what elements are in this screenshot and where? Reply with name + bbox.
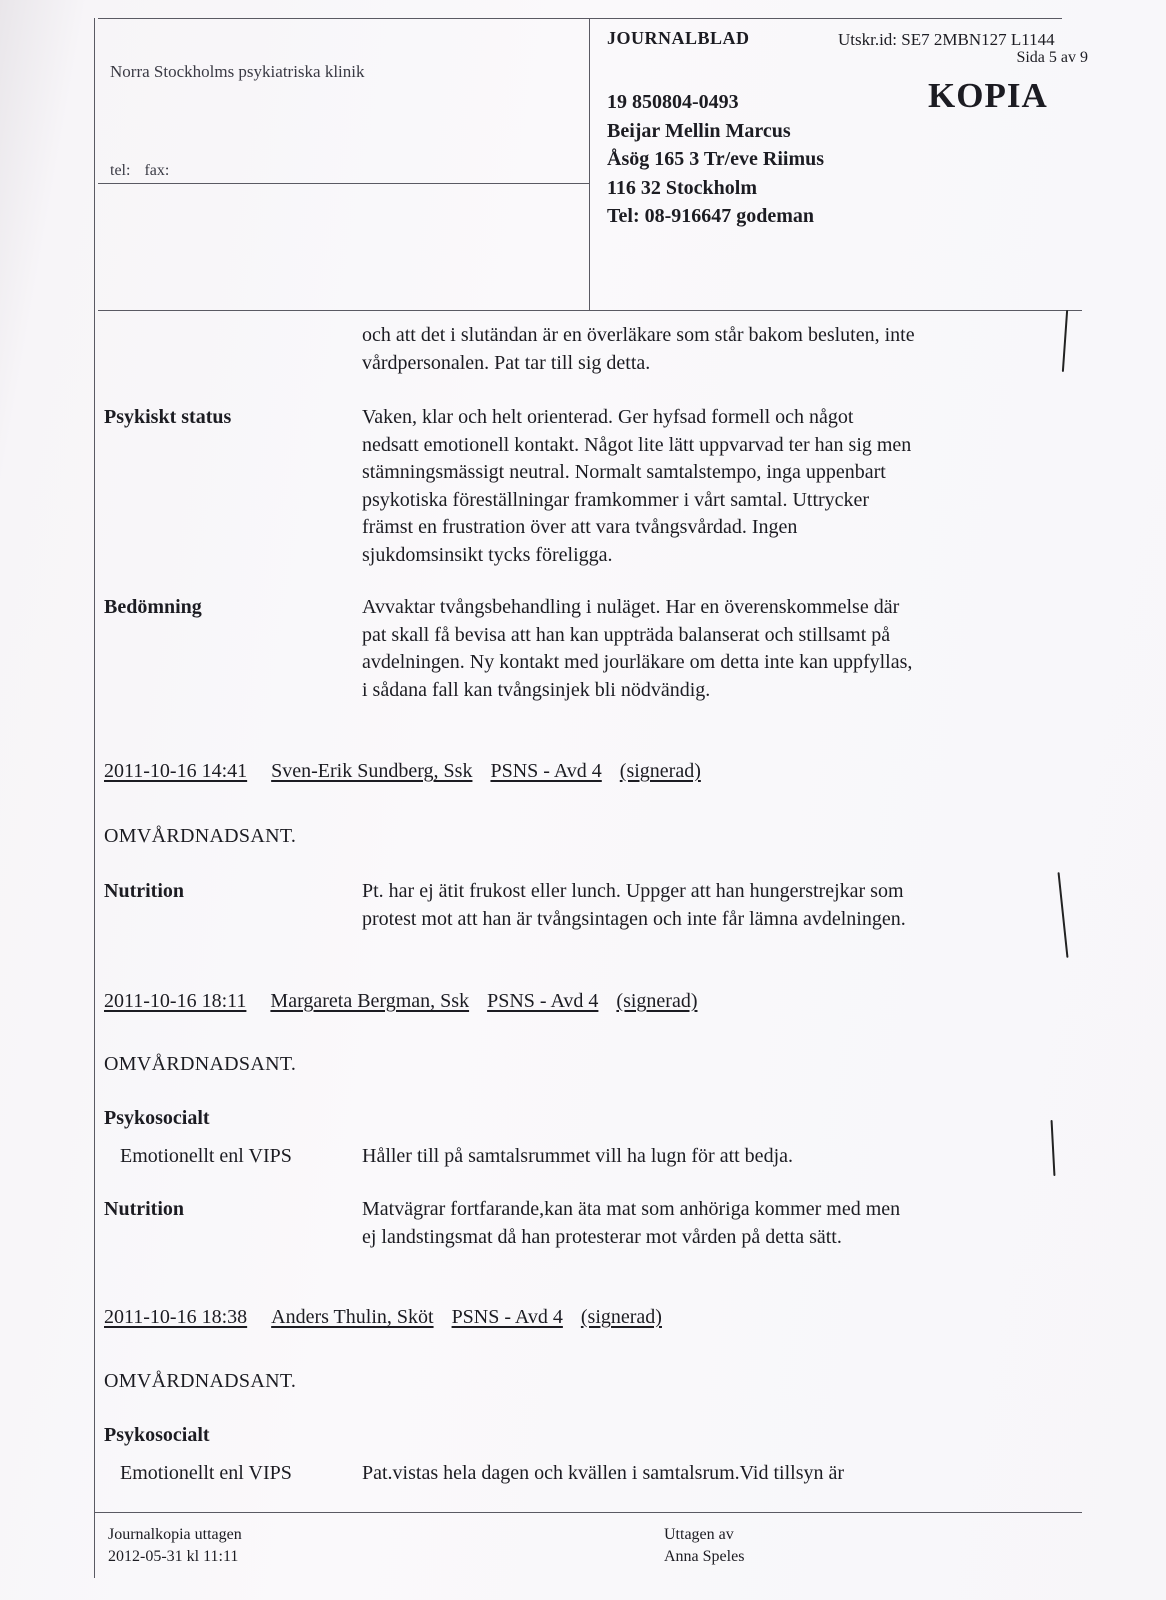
- text-line: nedsatt emotionell kontakt. Något lite lätt uppvarvad ter han sig men: [362, 433, 912, 456]
- patient-city: 116 32 Stockholm: [607, 176, 758, 199]
- entry-category: OMVÅRDNADSANT.: [104, 1053, 297, 1075]
- psykiskt-status-text: [362, 404, 1002, 570]
- margin-pen-mark: [1062, 310, 1068, 372]
- entry-status: (signerad): [619, 760, 701, 782]
- emotionellt-text: [362, 1460, 1002, 1488]
- document-type: JOURNALBLAD: [607, 28, 750, 48]
- text-line: sjukdomsinsikt tycks föreligga.: [362, 543, 613, 566]
- header-divider: [589, 18, 590, 310]
- text-line: främst en frustration över att vara tvångsvårdad. Ingen: [362, 516, 798, 539]
- text-line: Håller till på samtalsrummet vill ha lugn för att bedja.: [362, 1145, 793, 1167]
- footer-copy-info: [108, 1524, 242, 1568]
- entry-status: (signerad): [580, 1306, 662, 1328]
- entry-author: Sven-Erik Sundberg, Ssk: [271, 760, 473, 782]
- left-margin-line: [94, 18, 95, 1578]
- copy-date: 2012-05-31 kl 11:11: [108, 1548, 239, 1565]
- bedomning-text: [362, 594, 1002, 704]
- entry-category: OMVÅRDNADSANT.: [104, 1370, 297, 1392]
- bedomning-label: Bedömning: [104, 596, 202, 618]
- text-line: stämningsmässigt neutral. Normalt samtalstempo, inga uppenbart: [362, 461, 886, 484]
- clinic-divider: [98, 183, 589, 184]
- text-line: Pat.vistas hela dagen och kvällen i samtalsrum.Vid tillsyn är: [362, 1462, 845, 1484]
- copy-stamp: KOPIA: [928, 76, 1048, 115]
- journal-entry-header: [104, 760, 719, 783]
- entry-author: Anders Thulin, Sköt: [271, 1306, 434, 1328]
- contact-row: [110, 162, 179, 180]
- text-line: vårdpersonalen. Pat tar till sig detta.: [362, 351, 651, 374]
- text-line: Matvägrar fortfarande,kan äta mat som anhöriga kommer med men: [362, 1198, 901, 1220]
- patient-phone: Tel: 08-916647 godeman: [607, 205, 815, 227]
- entry-unit: PSNS - Avd 4: [490, 760, 602, 782]
- entry-datetime: 2011-10-16 18:11: [104, 990, 247, 1012]
- psykiskt-status-label: Psykiskt status: [104, 406, 232, 428]
- text-line: ej landstingsmat då han protesterar mot vården på detta sätt.: [362, 1225, 842, 1248]
- entry-author: Margareta Bergman, Ssk: [270, 990, 470, 1012]
- text-line: och att det i slutändan är en överläkare som står bakom besluten, inte: [362, 324, 915, 346]
- text-line: Vaken, klar och helt orienterad. Ger hyfsad formell och något: [362, 406, 854, 428]
- margin-pen-mark: [1051, 1120, 1056, 1176]
- entry-datetime: 2011-10-16 14:41: [104, 760, 248, 782]
- header-bottom-border: [98, 310, 1082, 311]
- text-line: Avvaktar tvångsbehandling i nuläget. Har en överenskommelse där: [362, 596, 900, 618]
- text-line: avdelningen. Ny kontakt med jourläkare om detta inte kan uppfyllas,: [362, 651, 913, 674]
- nutrition-label: Nutrition: [104, 1198, 184, 1220]
- taken-label: Uttagen av: [664, 1526, 734, 1543]
- journal-entry-header: [104, 990, 715, 1013]
- footer-taken-by: [664, 1524, 744, 1568]
- psykosocialt-label: Psykosocialt: [104, 1424, 210, 1446]
- emotionellt-label: Emotionellt enl VIPS: [120, 1462, 292, 1484]
- page-number: Sida 5 av 9: [1016, 49, 1088, 66]
- patient-id: 19 850804-0493: [607, 91, 739, 113]
- patient-address: Åsög 165 3 Tr/eve Riimus: [607, 148, 825, 170]
- patient-block: [607, 88, 824, 231]
- entry-status: (signerad): [616, 990, 698, 1012]
- patient-name: Beijar Mellin Marcus: [607, 119, 791, 142]
- footer-border: [94, 1512, 1082, 1513]
- text-line: Pt. har ej ätit frukost eller lunch. Uppger att han hungerstrejkar som: [362, 880, 904, 902]
- nutrition-text: [362, 878, 1002, 933]
- entry-unit: PSNS - Avd 4: [451, 1306, 563, 1328]
- clinic-name: Norra Stockholms psykiatriska klinik: [110, 62, 365, 81]
- text-line: protest mot att han är tvångsintagen och inte får lämna avdelningen.: [362, 907, 906, 930]
- emotionellt-text: [362, 1143, 1002, 1171]
- margin-pen-mark: [1058, 872, 1069, 958]
- taken-by-name: Anna Speles: [664, 1548, 745, 1565]
- nutrition-text: [362, 1196, 1002, 1251]
- fax-label: fax:: [144, 162, 170, 179]
- nutrition-label: Nutrition: [104, 880, 184, 902]
- entry-category: OMVÅRDNADSANT.: [104, 825, 297, 847]
- entry-datetime: 2011-10-16 18:38: [104, 1306, 248, 1328]
- continuation-text: [362, 322, 1002, 377]
- journal-entry-header: [104, 1306, 680, 1329]
- print-id: Utskr.id: SE7 2MBN127 L1144: [838, 30, 1055, 49]
- psykosocialt-label: Psykosocialt: [104, 1107, 210, 1129]
- copy-label: Journalkopia uttagen: [108, 1526, 242, 1543]
- text-line: i sådana fall kan tvångsinjek bli nödvändig.: [362, 678, 711, 701]
- text-line: psykotiska föreställningar framkommer i vårt samtal. Uttrycker: [362, 488, 870, 511]
- top-border: [98, 18, 1062, 19]
- tel-label: tel:: [110, 162, 131, 179]
- text-line: pat skall få bevisa att han kan uppträda balanserat och stillsamt på: [362, 623, 891, 646]
- emotionellt-label: Emotionellt enl VIPS: [120, 1145, 292, 1167]
- entry-unit: PSNS - Avd 4: [487, 990, 599, 1012]
